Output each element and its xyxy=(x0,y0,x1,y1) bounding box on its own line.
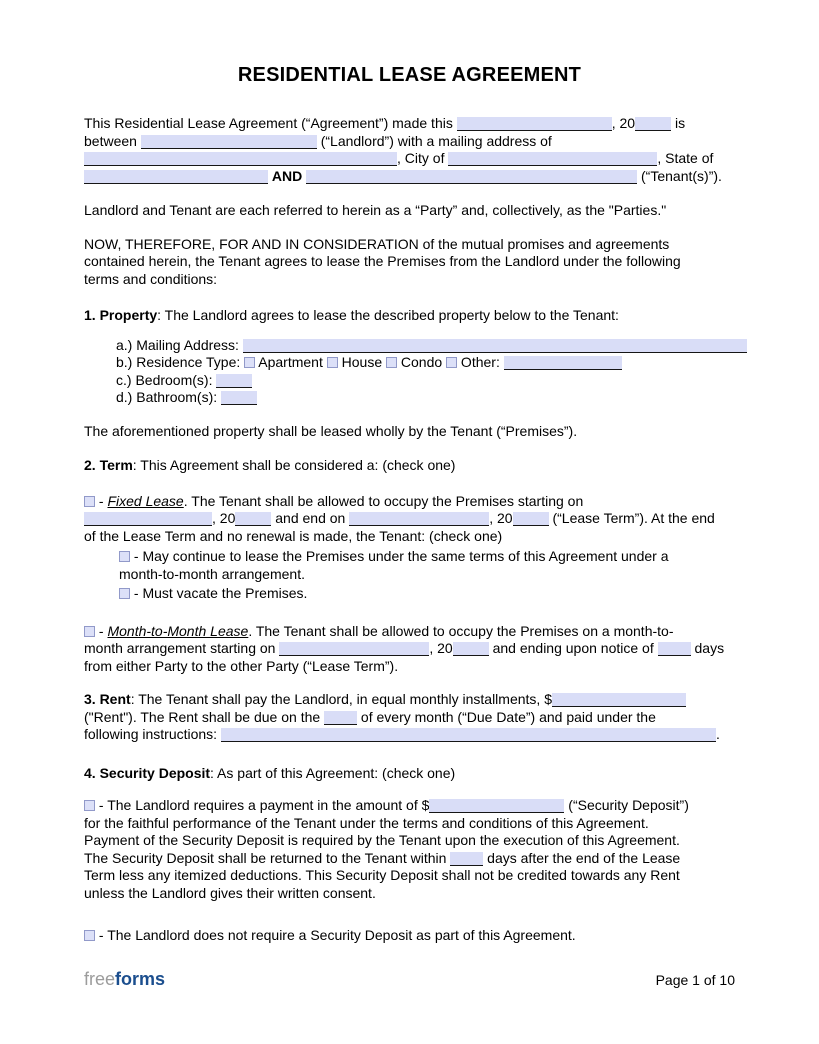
text-segment: of the Lease Term and no renewal is made, the Tenant: (check one) xyxy=(84,527,503,544)
text-line xyxy=(84,765,735,783)
text-segment: , 20 xyxy=(429,640,453,656)
text-segment: terms and conditions: xyxy=(84,270,218,287)
parties-clause xyxy=(84,202,735,220)
security-deposit-not-required-option xyxy=(84,927,735,945)
text-segment: The Security Deposit shall be returned to the Tenant within xyxy=(84,849,451,866)
text-segment: from either Party to the other Party (“Lease Term”). xyxy=(84,657,399,674)
text-segment: , 20 xyxy=(489,510,513,526)
state-field[interactable] xyxy=(84,170,268,184)
text-segment: NOW, THEREFORE, FOR AND IN CONSIDERATION of the mutual promises and agreements xyxy=(84,235,670,252)
text-segment: c.) Bedroom(s): xyxy=(116,371,217,388)
text-segment: month-to-month arrangement. xyxy=(119,565,305,582)
text-segment: . xyxy=(715,726,720,742)
text-line xyxy=(84,528,735,546)
notice-days-field[interactable] xyxy=(658,642,691,656)
rent-section xyxy=(84,691,735,744)
property-section-heading xyxy=(84,307,735,325)
fixed-lease-vacate-option xyxy=(84,585,735,603)
lease-end-date-field[interactable] xyxy=(349,512,489,526)
text-segment: : The Tenant shall pay the Landlord, in equal monthly installments, $ xyxy=(130,691,552,707)
city-field[interactable] xyxy=(448,152,657,166)
text-segment: (“Landlord”) with a mailing address of xyxy=(316,132,552,149)
text-segment: of every month (“Due Date”) and paid under the xyxy=(357,708,656,725)
text-segment: 4. Security Deposit xyxy=(84,764,211,781)
text-segment: for the faithful performance of the Tenant under the terms and conditions of this Agreement. xyxy=(84,814,649,831)
text-segment: . The Tenant shall be allowed to occupy the Premises starting on xyxy=(183,492,584,509)
logo-free-text: free xyxy=(84,968,116,989)
text-line xyxy=(84,867,735,885)
text-line xyxy=(116,389,735,407)
text-segment: days after the end of the Lease xyxy=(483,849,681,866)
text-segment: , 20 xyxy=(611,115,636,131)
text-line xyxy=(84,271,735,289)
text-line xyxy=(84,307,735,325)
text-segment: (“Security Deposit”) xyxy=(564,797,689,813)
text-line xyxy=(84,168,735,186)
month-to-month-lease-checkbox[interactable] xyxy=(84,626,95,637)
term-section-heading xyxy=(84,457,735,475)
text-segment: b.) Residence Type: xyxy=(116,354,245,370)
text-segment: Fixed Lease xyxy=(107,492,184,509)
text-line xyxy=(84,253,735,271)
other-residence-type-field[interactable] xyxy=(504,356,622,370)
text-segment: , City of xyxy=(397,150,449,166)
text-line xyxy=(84,493,735,511)
text-segment: The aforementioned property shall be leased wholly by the Tenant (“Premises”). xyxy=(84,422,578,439)
text-line xyxy=(116,372,735,390)
text-segment: and end on xyxy=(271,510,350,526)
text-segment: Month-to-Month Lease xyxy=(107,622,249,639)
text-segment: between xyxy=(84,132,141,149)
rent-due-day-field[interactable] xyxy=(324,711,357,725)
text-segment: House xyxy=(337,354,386,370)
security-deposit-required-checkbox[interactable] xyxy=(84,800,95,811)
text-line xyxy=(84,457,735,475)
text-segment: and ending upon notice of xyxy=(488,640,658,656)
text-segment: Payment of the Security Deposit is required by the Tenant upon the execution of this Agreement. xyxy=(84,832,680,848)
vacate-premises-checkbox[interactable] xyxy=(119,588,130,599)
text-segment: - The Landlord does not require a Security Deposit as part of this Agreement. xyxy=(95,927,576,943)
text-line xyxy=(119,548,735,566)
freeforms-logo xyxy=(84,969,165,990)
text-line xyxy=(84,202,735,220)
text-segment: Term less any itemized deductions. This Security Deposit shall not be credited towards any Rent xyxy=(84,867,680,883)
text-segment: : This Agreement shall be considered a: (check one) xyxy=(132,457,456,473)
text-segment: 3. Rent xyxy=(84,691,131,707)
text-segment: ("Rent"). The Rent shall be due on the xyxy=(84,708,325,725)
security-deposit-heading xyxy=(84,765,735,783)
condo-checkbox[interactable] xyxy=(386,357,397,368)
text-line xyxy=(116,354,735,372)
text-segment: a.) Mailing Address: xyxy=(116,336,243,353)
text-segment: 1. Property xyxy=(84,307,158,323)
house-checkbox[interactable] xyxy=(327,357,338,368)
text-segment: - Must vacate the Premises. xyxy=(130,585,308,601)
text-segment: (“Lease Term”). At the end xyxy=(548,510,715,526)
month-to-month-option xyxy=(84,623,735,676)
fixed-lease-checkbox[interactable] xyxy=(84,496,95,507)
text-segment: , State of xyxy=(657,150,714,166)
text-line xyxy=(84,927,735,945)
text-line xyxy=(84,423,735,441)
intro-paragraph xyxy=(84,115,735,185)
property-mailing-address-field[interactable] xyxy=(243,339,747,353)
text-segment: : The Landlord agrees to lease the described property below to the Tenant: xyxy=(157,307,619,323)
text-line xyxy=(84,726,735,744)
other-checkbox[interactable] xyxy=(446,357,457,368)
bathrooms-field[interactable] xyxy=(221,391,257,405)
page-footer xyxy=(84,969,735,990)
text-segment: 2. Term xyxy=(84,457,133,473)
text-line xyxy=(84,236,735,254)
document-content xyxy=(84,115,735,945)
text-segment: - May continue to lease the Premises under the same terms of this Agreement under a xyxy=(130,548,669,564)
text-segment: . The Tenant shall be allowed to occupy the Premises on a month-to- xyxy=(248,622,674,639)
text-line xyxy=(84,691,735,709)
text-line xyxy=(84,885,735,903)
text-line xyxy=(119,566,735,584)
text-segment: unless the Landlord gives their written consent. xyxy=(84,884,376,901)
deposit-return-days-field[interactable] xyxy=(450,852,483,866)
mtm-start-date-field[interactable] xyxy=(279,642,429,656)
agreement-year-field[interactable] xyxy=(635,117,671,131)
text-segment: Condo xyxy=(397,354,447,370)
text-line xyxy=(119,585,735,603)
text-line xyxy=(84,133,735,151)
fixed-lease-continue-option xyxy=(84,548,735,583)
text-line xyxy=(84,850,735,868)
bedrooms-field[interactable] xyxy=(216,374,252,388)
logo-forms-text: forms xyxy=(115,968,166,989)
text-segment: d.) Bathroom(s): xyxy=(116,389,222,405)
text-line xyxy=(84,510,735,528)
text-segment: AND xyxy=(271,167,303,184)
apartment-checkbox[interactable] xyxy=(244,357,255,368)
text-line xyxy=(84,623,735,641)
text-segment: Other: xyxy=(457,354,504,370)
continue-month-to-month-checkbox[interactable] xyxy=(119,551,130,562)
text-segment: : As part of this Agreement: (check one) xyxy=(210,764,456,781)
text-segment: This Residential Lease Agreement (“Agreement”) made this xyxy=(84,115,457,131)
text-line xyxy=(84,709,735,727)
text-segment: contained herein, the Tenant agrees to lease the Premises from the Landlord under the following xyxy=(84,253,681,269)
mtm-start-year-field[interactable] xyxy=(453,642,489,656)
text-line xyxy=(84,115,735,133)
property-details-list xyxy=(84,337,735,407)
consideration-clause xyxy=(84,236,735,289)
page-number-label: Page 1 of 10 xyxy=(655,971,735,988)
payment-instructions-field[interactable] xyxy=(221,728,716,742)
text-segment: is xyxy=(671,115,686,131)
premises-clause xyxy=(84,423,735,441)
tenant-names-field[interactable] xyxy=(306,170,637,184)
text-segment: Apartment xyxy=(255,354,327,370)
lease-start-date-field[interactable] xyxy=(84,512,212,526)
lease-end-year-field[interactable] xyxy=(513,512,549,526)
text-segment: following instructions: xyxy=(84,726,221,742)
agreement-day-field[interactable] xyxy=(457,117,612,131)
text-segment: - xyxy=(95,492,108,509)
landlord-address-field[interactable] xyxy=(84,152,397,166)
text-segment: - The Landlord requires a payment in the amount of $ xyxy=(95,797,430,813)
fixed-lease-option xyxy=(84,493,735,546)
security-deposit-amount-field[interactable] xyxy=(429,799,564,813)
text-segment: Landlord and Tenant are each referred to herein as a “Party” and, collectively, as the "Parties." xyxy=(84,202,667,218)
text-line xyxy=(84,815,735,833)
document-title: RESIDENTIAL LEASE AGREEMENT xyxy=(237,64,582,86)
text-line xyxy=(84,150,735,168)
text-segment: month arrangement starting on xyxy=(84,640,280,656)
text-segment: - xyxy=(95,622,108,639)
security-deposit-required-option xyxy=(84,797,735,902)
landlord-name-field[interactable] xyxy=(141,135,317,149)
text-line xyxy=(116,337,735,355)
rent-amount-field[interactable] xyxy=(552,693,686,707)
lease-start-year-field[interactable] xyxy=(235,512,271,526)
text-line xyxy=(84,832,735,850)
text-line xyxy=(84,797,735,815)
text-line xyxy=(84,658,735,676)
no-security-deposit-checkbox[interactable] xyxy=(84,930,95,941)
text-segment: (“Tenant(s)”). xyxy=(637,167,722,184)
text-segment: days xyxy=(690,640,725,656)
text-line xyxy=(84,640,735,658)
text-segment: , 20 xyxy=(212,510,236,526)
